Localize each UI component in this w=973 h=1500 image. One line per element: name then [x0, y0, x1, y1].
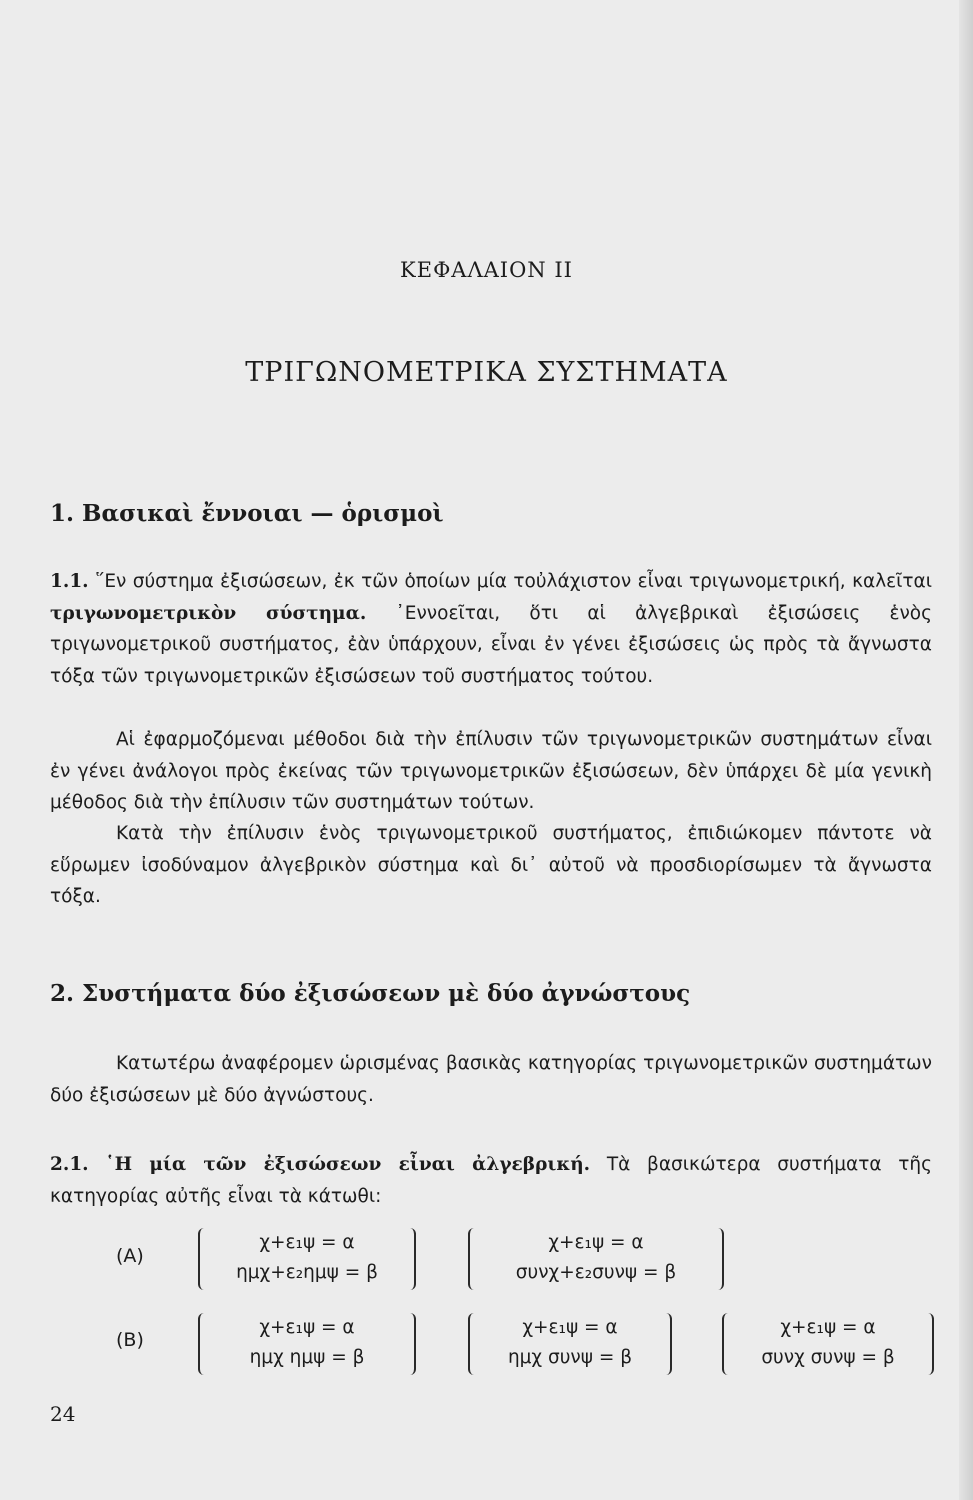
- page-edge-shadow: [959, 0, 973, 1500]
- paragraph-intro: [50, 1048, 932, 1111]
- equation-system-b3: [722, 1313, 934, 1375]
- subsection-title: ῾Η μία τῶν ἐξισώσεων εἶναι ἀλγεβρική.: [105, 1154, 591, 1175]
- equation: χ+ε₁ψ = α: [780, 1317, 876, 1338]
- paragraph-number: 2.1.: [50, 1154, 89, 1175]
- system-label-b: (B): [116, 1329, 144, 1351]
- paragraph-text: ῞Εν σύστημα ἐξισώσεων, ἐκ τῶν ὁποίων μία τοὐλάχιστον εἶναι τριγωνομετρική, καλεῖται: [95, 571, 932, 592]
- paragraph-text: Τὰ βασικώτερα συστήματα τῆς κατηγορίας αὐτῆς εἶναι τὰ κάτωθι:: [50, 1154, 933, 1207]
- paragraph-text: Κατωτέρω ἀναφέρομεν ὡρισμένας βασικὰς κατηγορίας τριγωνομετρικῶν συστημάτων δύο ἐξισώσεων μὲ δύο ἀγνώστους.: [50, 1053, 932, 1106]
- equation: ημχ ημψ = β: [249, 1347, 365, 1368]
- paragraph-text: Αἱ ἐφαρμοζόμεναι μέθοδοι διὰ τὴν ἐπίλυσιν τῶν τριγωνομετρικῶν συστημάτων εἶναι ἐν γένει ἀνάλογοι πρὸς ἐκείνας τῶν τριγωνομετρικῶν ἐξισώσεων, δὲν ὑπάρχει δὲ μία γενικὴ μέθοδος διὰ τὴν ἐπίλυσιν τῶν συστημάτων τούτων.: [50, 729, 932, 813]
- paragraph-text: ᾿Εννοεῖται, ὅτι αἱ ἀλγεβρικαὶ ἐξισώσεις ἑνὸς τριγωνομετρικοῦ συστήματος, ἐὰν ὑπάρχουν, εἶναι ἐν γένει ἐξισώσεις ὡς πρὸς τὰ ἄγνωστα τόξα τῶν τριγωνομετρικῶν ἐξισώσεων τοῦ συστήματος τούτου.: [50, 602, 932, 687]
- section-2-heading: 2. Συστήματα δύο ἐξισώσεων μὲ δύο ἀγνώστους: [50, 980, 691, 1007]
- equation: χ+ε₁ψ = α: [259, 1317, 355, 1338]
- system-label-a: (A): [116, 1245, 144, 1267]
- paragraph-number: 1.1.: [50, 571, 89, 592]
- page-number: 24: [50, 1402, 76, 1426]
- equation: ημχ συνψ = β: [507, 1347, 633, 1368]
- equation: χ+ε₁ψ = α: [259, 1232, 355, 1253]
- equation: χ+ε₁ψ = α: [522, 1317, 618, 1338]
- equation-system-b2: [468, 1313, 672, 1375]
- paragraph-1-1: [50, 566, 932, 692]
- equation: συνχ+ε₂συνψ = β: [515, 1262, 677, 1283]
- equation-system-a2: [468, 1228, 724, 1290]
- paragraph-2-1: [50, 1149, 932, 1212]
- chapter-title: ΤΡΙΓΩΝΟΜΕΤΡΙΚΑ ΣΥΣΤΗΜΑΤΑ: [245, 357, 728, 388]
- section-1-heading: 1. Βασικαὶ ἔννοιαι — ὁρισμοὶ: [50, 500, 444, 527]
- equation: ημχ+ε₂ημψ = β: [236, 1262, 378, 1283]
- equation-system-a1: [198, 1228, 416, 1290]
- defined-term: τριγωνομετρικὸν σύστημα.: [50, 602, 367, 624]
- equation-system-b1: [198, 1313, 416, 1375]
- paragraph-text: Κατὰ τὴν ἐπίλυσιν ἑνὸς τριγωνομετρικοῦ συστήματος, ἐπιδιώκομεν πάντοτε νὰ εὕρωμεν ἰσοδύναμον ἀλγεβρικὸν σύστημα καὶ δι᾿ αὐτοῦ νὰ προσδιορίσωμεν τὰ ἄγνωστα τόξα.: [50, 823, 932, 907]
- equation: χ+ε₁ψ = α: [548, 1232, 644, 1253]
- chapter-label: ΚΕΦΑΛΑΙΟΝ ΙΙ: [400, 258, 573, 282]
- equation: συνχ συνψ = β: [761, 1347, 895, 1368]
- paragraph-methods: [50, 724, 932, 819]
- paragraph-approach: [50, 818, 932, 913]
